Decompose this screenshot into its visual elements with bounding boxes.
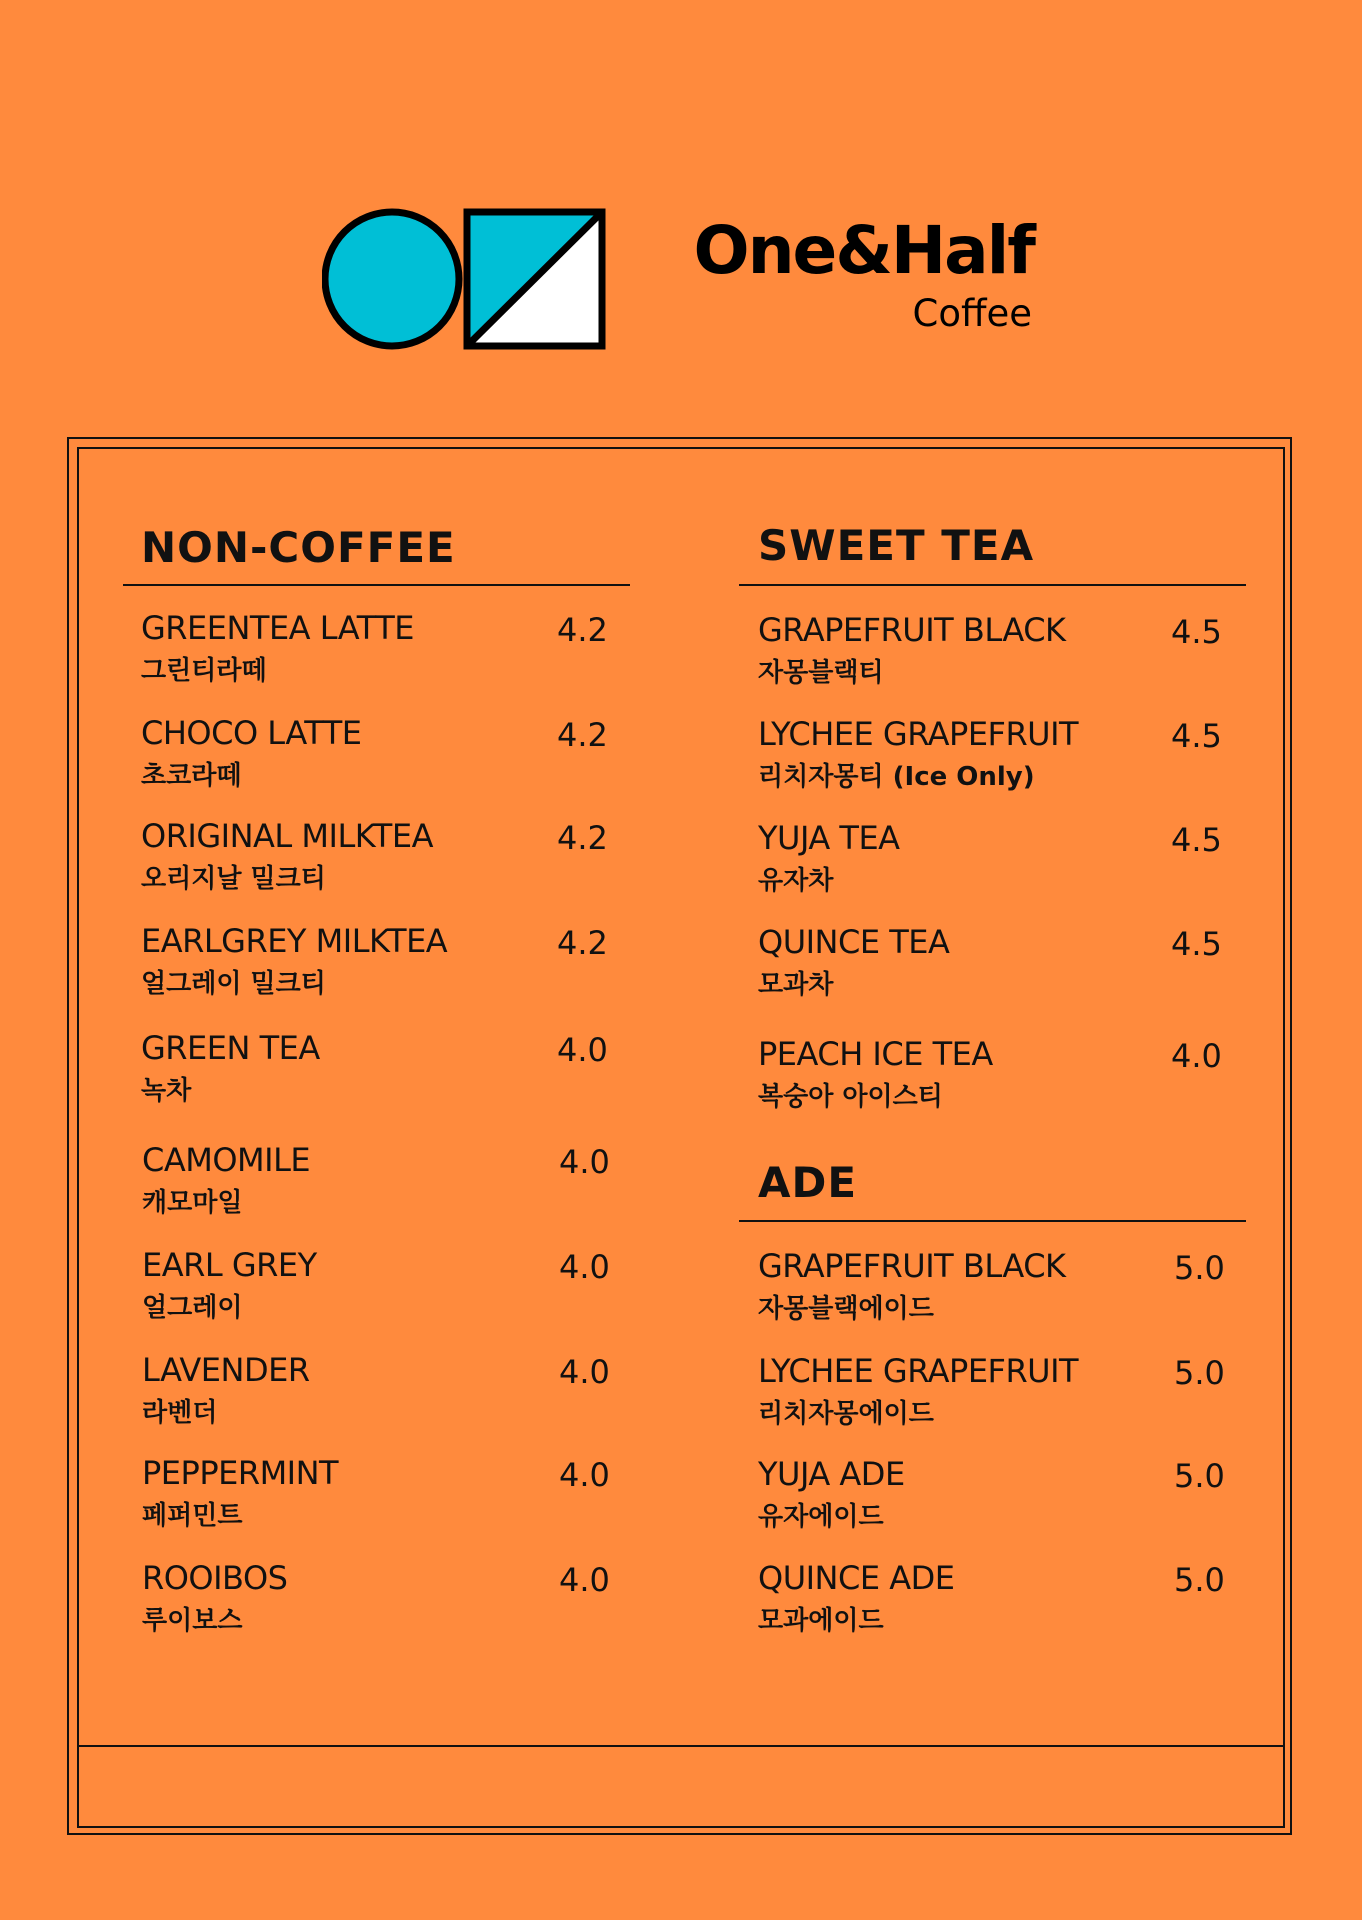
item-korean-name: 초코라떼	[141, 761, 242, 791]
item-korean-name: 그린티라떼	[141, 656, 267, 686]
item-korean-name: 모과차	[758, 970, 834, 1000]
item-name: EARL GREY	[142, 1246, 317, 1284]
item-korean-name: 페퍼민트	[142, 1501, 243, 1531]
item-korean-name: 자몽블랙에이드	[758, 1294, 934, 1324]
item-price: 5.0	[1174, 1354, 1225, 1392]
item-price: 4.5	[1171, 925, 1222, 963]
item-korean-name: 얼그레이	[142, 1293, 243, 1323]
item-price: 5.0	[1174, 1249, 1225, 1287]
item-price: 4.2	[557, 924, 608, 962]
item-korean-name: 유자차	[758, 866, 834, 896]
item-korean-name: 리치자몽티 (Ice Only)	[758, 762, 1035, 792]
section-title-ade: ADE	[758, 1158, 858, 1207]
item-name: GRAPEFRUIT BLACK	[758, 611, 1066, 649]
item-price: 5.0	[1174, 1457, 1225, 1495]
menu-footer-divider	[77, 1745, 1285, 1747]
item-korean-name: 얼그레이 밀크티	[141, 969, 326, 999]
item-price: 4.0	[559, 1248, 610, 1286]
item-price: 4.5	[1171, 613, 1222, 651]
item-korean-name: 유자에이드	[758, 1502, 884, 1532]
item-price: 4.2	[557, 611, 608, 649]
section-rule-sweet-tea	[739, 584, 1246, 586]
section-rule-non-coffee	[123, 584, 630, 586]
item-price: 4.0	[557, 1031, 608, 1069]
section-title-non-coffee: NON-COFFEE	[141, 523, 456, 572]
item-name: CAMOMILE	[142, 1141, 311, 1179]
section-rule-ade	[739, 1220, 1246, 1222]
item-korean-name: 자몽블랙티	[758, 658, 884, 688]
item-name: CHOCO LATTE	[141, 714, 362, 752]
logo-circle	[325, 212, 459, 346]
item-name: QUINCE TEA	[758, 923, 950, 961]
item-price: 5.0	[1174, 1561, 1225, 1599]
menu-frame-inner	[77, 447, 1285, 1828]
item-price: 4.0	[559, 1353, 610, 1391]
item-price: 4.5	[1171, 717, 1222, 755]
item-name: LYCHEE GRAPEFRUIT	[758, 1352, 1079, 1390]
item-name: ORIGINAL MILKTEA	[141, 817, 433, 855]
item-name: YUJA ADE	[758, 1455, 905, 1493]
item-price: 4.0	[559, 1561, 610, 1599]
item-name: GREEN TEA	[141, 1029, 320, 1067]
item-name: LYCHEE GRAPEFRUIT	[758, 715, 1079, 753]
item-name: PEPPERMINT	[142, 1454, 339, 1492]
item-name: EARLGREY MILKTEA	[141, 922, 448, 960]
item-name: QUINCE ADE	[758, 1559, 955, 1597]
item-name: GREENTEA LATTE	[141, 609, 414, 647]
item-korean-name: 모과에이드	[758, 1606, 884, 1636]
item-price: 4.5	[1171, 821, 1222, 859]
item-price: 4.0	[559, 1143, 610, 1181]
item-price: 4.2	[557, 819, 608, 857]
item-korean-name: 오리지날 밀크티	[141, 864, 326, 894]
item-name: YUJA TEA	[758, 819, 900, 857]
item-price: 4.0	[559, 1456, 610, 1494]
item-name: PEACH ICE TEA	[758, 1035, 993, 1073]
item-price: 4.0	[1171, 1037, 1222, 1075]
item-korean-name: 리치자몽에이드	[758, 1399, 934, 1429]
section-title-sweet-tea: SWEET TEA	[758, 521, 1035, 570]
brand-subtitle: Coffee	[912, 292, 1032, 335]
item-korean-name: 라벤더	[142, 1398, 218, 1428]
item-name: ROOIBOS	[142, 1559, 288, 1597]
item-name: LAVENDER	[142, 1351, 310, 1389]
item-korean-name: 캐모마일	[142, 1188, 243, 1218]
circle-and-split-square-logo-icon	[322, 206, 608, 352]
item-price: 4.2	[557, 716, 608, 754]
brand-name: One&Half	[693, 212, 1034, 289]
item-korean-name: 루이보스	[142, 1606, 243, 1636]
item-korean-name: 복숭아 아이스티	[758, 1082, 943, 1112]
item-korean-name: 녹차	[141, 1076, 192, 1106]
item-name: GRAPEFRUIT BLACK	[758, 1247, 1066, 1285]
